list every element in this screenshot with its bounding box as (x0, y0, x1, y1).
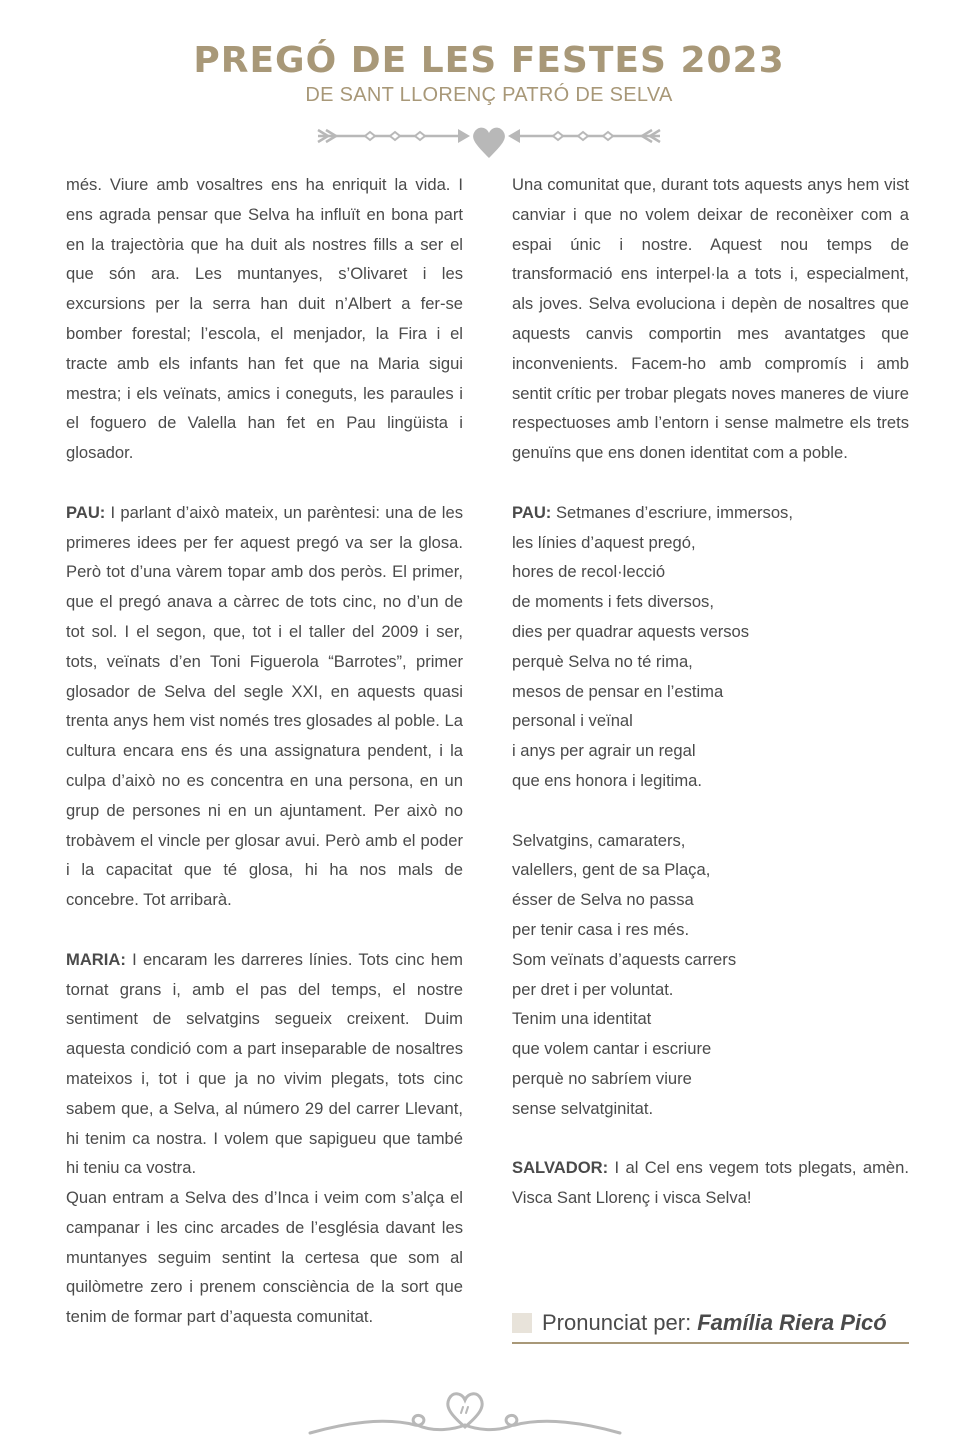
poem-line: per dret i per voluntat. (512, 979, 674, 999)
poem-line: personal i veïnal (512, 711, 633, 731)
paragraph-maria (66, 945, 463, 1183)
left-column (66, 170, 463, 1332)
paragraph: Una comunitat que, durant tots aquests anys hem vist canviar i que no volem deixar de reconèixer com a espai únic i nostre. Aquest nou temps de transformació ens interpel·la a tots i, especialment, als joves. Selva evoluciona i depèn de nosaltres que aquests canvis comportin mes avantatges que inconvenients. Facem-ho amb compromís i amb sentit crític per trobar plegats noves maneres de viure respectuoses amb l’entorn i sense malmetre els trets genuïns que ens donen identitat com a poble. (512, 175, 909, 463)
square-bullet-icon (512, 1313, 532, 1333)
right-column (512, 170, 909, 1213)
poem-line: perquè Selva no té rima, (512, 651, 693, 671)
paragraph-salvador (512, 1153, 909, 1213)
poem-line: PAU: Setmanes d’escriure, immersos, (512, 502, 793, 522)
speaker-label: MARIA: (66, 949, 126, 969)
paragraph: Quan entram a Selva des d’Inca i veim com s’alça el campanar i les cinc arcades de l’església davant les muntanyes seguim sentint la certesa que som al quilòmetre zero i prenem consciència de la sort que tenim de formar part d’aquesta comunitat. (66, 1188, 463, 1327)
poem-stanza-1 (512, 498, 909, 796)
paragraph-pau (66, 498, 463, 915)
poem-line: ésser de Selva no passa (512, 890, 694, 910)
poem-line: Tenim una identitat (512, 1009, 652, 1029)
paragraph-text: I encaram les darreres línies. Tots cinc hem tornat grans i, amb el pas del temps, el nostre sentiment de selvatgins segueix creixent. Duim aquesta condició com a part inseparable de nosaltres mateixos i, tot i que ja no vivim plegats, tots cinc sabem que, a Selva, al número 29 del carrer Llevant, hi tenim ca nostra. I volem que sapigueu que també hi teniu ca vostra. (66, 949, 463, 1178)
poem-line: Selvatgins, camaraters, (512, 830, 686, 850)
speaker-label: PAU: (66, 502, 106, 522)
poem-line: per tenir casa i res més. (512, 919, 690, 939)
paragraph-text: I parlant d’això mateix, un parèntesi: una de les primeres idees per fer aquest pregó va ser la glosa. Però tot d’una vàrem topar amb dos peròs. El primer, que el pregó anava a càrrec de tots cinc, no d’un de tot sol. I el segon, que, tot i el taller del 2009 i ser, tots, veïnats d’en Toni Figuerola “Barrotes”, primer glosador de Selva del segle XXI, en aquests quasi trenta anys hem vist només tres glosades al poble. La cultura encara ens és una assignatura pendent, i la culpa d’això no es concentra en una persona, en un grup de persones ni en un ajuntament. Per això no trobàvem el vincle per glosar avui. Però amb el poder i la capacitat que té glosa, hi ha nos mals de concebre. Tot arribarà. (66, 502, 463, 910)
speaker-label: PAU: (512, 502, 552, 522)
speaker-label: SALVADOR: (512, 1158, 609, 1178)
signature-line (512, 1310, 909, 1344)
heart-swirl-ornament-icon (305, 1385, 625, 1440)
arrows-heart-ornament-icon (310, 120, 668, 164)
poem-line: Som veïnats d’aquests carrers (512, 949, 737, 969)
poem-line: valellers, gent de sa Plaça, (512, 860, 711, 880)
poem-line: sense selvatginitat. (512, 1098, 654, 1118)
paragraph-text: I al Cel ens vegem tots plegats, amèn. Visca Sant Llorenç i visca Selva! (512, 1158, 909, 1208)
poem-line: mesos de pensar en l’estima (512, 681, 724, 701)
poem-line: que ens honora i legitima. (512, 770, 703, 790)
page-subtitle: DE SANT LLORENÇ PATRÓ DE SELVA (305, 84, 673, 106)
poem-line: i anys per agrair un regal (512, 741, 696, 761)
poem-stanza-2 (512, 826, 909, 1124)
paragraph: més. Viure amb vosaltres ens ha enriquit la vida. I ens agrada pensar que Selva ha influït en bona part en la trajectòria que ha duit als nostres fills a ser el que són ara. Les muntanyes, s’Olivaret i les excursions per la serra han duit n’Albert a fer-se bomber forestal; l’escola, el menjador, la Fira i el tracte amb els infants han fet que na Maria sigui mestra; i els veïnats, amics i coneguts, les paraules i el foguero de Valella han fet en Pau lingüista i glosador. (66, 175, 463, 463)
signature-name: Família Riera Picó (697, 1310, 887, 1335)
poem-line: dies per quadrar aquests versos (512, 621, 750, 641)
poem-line: que volem cantar i escriure (512, 1039, 712, 1059)
signature-label: Pronunciat per: (542, 1310, 692, 1335)
poem-line: les línies d’aquest pregó, (512, 532, 696, 552)
poem-line: perquè no sabríem viure (512, 1068, 692, 1088)
page-title: PREGÓ DE LES FESTES 2023 (193, 40, 785, 81)
poem-line: hores de recol·lecció (512, 562, 666, 582)
poem-line: de moments i fets diversos, (512, 592, 714, 612)
